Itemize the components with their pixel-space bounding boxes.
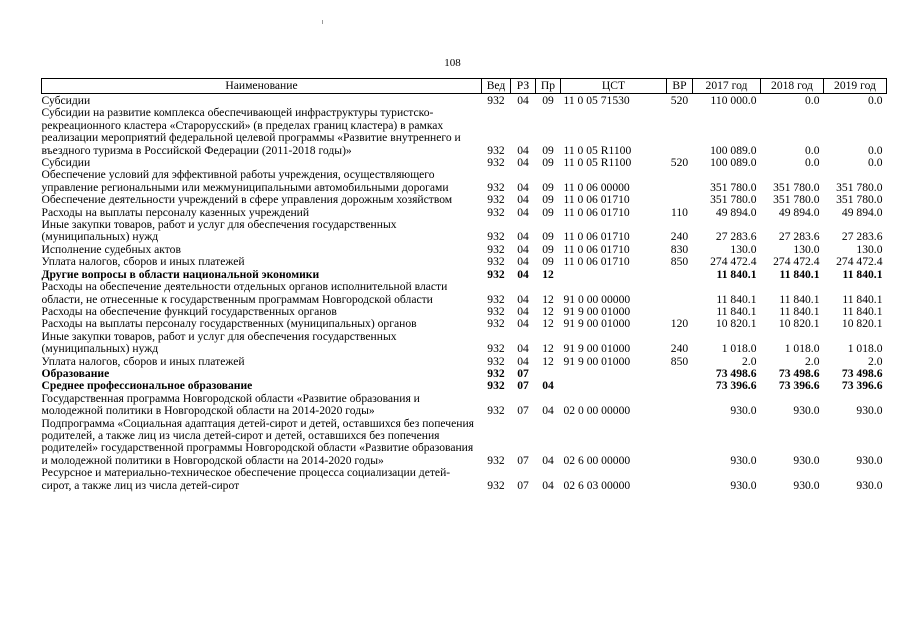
cell-cst: 91 9 00 01000 <box>563 304 631 318</box>
col-header-name: Наименование <box>42 79 482 94</box>
col-header-rz: РЗ <box>511 79 536 94</box>
cell-2017: 11 840.1 <box>716 267 757 281</box>
table-row <box>42 107 887 157</box>
table-row <box>42 256 887 268</box>
cell-2017: 2.0 <box>742 354 757 368</box>
cell-vr: 830 <box>670 242 689 256</box>
cell-rz: 07 <box>517 379 529 393</box>
cell-rz: 04 <box>517 317 529 331</box>
cell-cst <box>561 368 667 380</box>
cell-cst <box>561 269 667 281</box>
cell-vr <box>667 467 693 492</box>
cell-2019: 930.0 <box>856 478 883 492</box>
cell-vr: 110 <box>671 205 688 219</box>
cell-pr: 09 <box>542 193 554 207</box>
col-header-2019: 2019 год <box>824 79 887 94</box>
cell-cst: 02 6 00 00000 <box>563 453 631 467</box>
cell-2017: 930.0 <box>730 453 757 467</box>
cell-2017: 100 089.0 <box>710 156 757 170</box>
cell-rz: 04 <box>517 143 529 157</box>
cell-pr: 09 <box>542 205 554 219</box>
cell-cst <box>561 380 667 392</box>
cell-2017: 930.0 <box>730 478 757 492</box>
col-header-ved: Вед <box>482 79 511 94</box>
cell-rz: 04 <box>517 342 529 356</box>
page-number: 108 <box>444 57 461 69</box>
cell-2019: 73 396.6 <box>841 379 883 393</box>
cell-cst: 91 9 00 01000 <box>563 354 631 368</box>
cell-name: Исполнение судебных актов <box>41 242 181 256</box>
table-row <box>42 331 887 356</box>
cell-vr <box>667 107 693 157</box>
cell-rz: 07 <box>517 366 529 380</box>
cell-pr: 09 <box>542 94 554 107</box>
cell-pr: 04 <box>542 453 554 467</box>
cell-pr: 09 <box>542 180 554 194</box>
table-row <box>42 281 887 306</box>
cell-ved: 932 <box>487 304 505 318</box>
cell-ved: 932 <box>487 94 505 107</box>
cell-ved: 932 <box>487 404 505 418</box>
cell-2018: 930.0 <box>793 453 820 467</box>
cell-2019: 27 283.6 <box>841 230 883 244</box>
cell-cst: 91 0 00 00000 <box>563 292 631 306</box>
cell-vr: 240 <box>670 342 689 356</box>
cell-rz: 04 <box>517 193 529 207</box>
cell-pr: 12 <box>542 354 554 368</box>
cell-2018: 49 894.0 <box>778 205 820 219</box>
cell-vr <box>667 194 693 206</box>
cell-2019: 10 820.1 <box>841 317 883 331</box>
col-header-vr: ВР <box>667 79 693 94</box>
table-row <box>42 219 887 244</box>
cell-2019: 11 840.1 <box>842 292 883 306</box>
table-row <box>42 380 887 392</box>
cell-name: Расходы на выплаты персоналу казенных учреждений <box>41 205 310 219</box>
table-row <box>42 467 887 492</box>
col-header-pr: Пр <box>536 79 561 94</box>
cell-2018: 351 780.0 <box>773 180 820 194</box>
cell-rz: 04 <box>517 304 529 318</box>
cell-ved: 932 <box>487 193 505 207</box>
cell-2017: 11 840.1 <box>716 304 757 318</box>
cell-name: Уплата налогов, сборов и иных платежей <box>41 354 245 368</box>
cell-pr: 12 <box>542 304 554 318</box>
cell-2018: 73 396.6 <box>778 379 820 393</box>
cell-cst: 11 0 06 00000 <box>563 180 630 194</box>
cell-rz: 04 <box>517 230 529 244</box>
cell-cst: 11 0 05 R1100 <box>563 143 632 157</box>
cell-name: Подпрограмма «Социальная адаптация детей-сирот и детей, оставшихся без попечения родителей, а также лиц из числа детей-сирот и детей, оставшихся без попечения родителей» государственной программы Новгородской области «Развитие образования и молодежной политики в Новгородской области на 2014-2020 годы» <box>41 416 475 467</box>
cell-ved: 932 <box>487 354 505 368</box>
cell-2017: 49 894.0 <box>715 205 757 219</box>
cell-2019: 1 018.0 <box>847 342 883 356</box>
cell-ved: 932 <box>487 255 505 269</box>
cell-2017: 11 840.1 <box>716 292 757 306</box>
cell-2018: 27 283.6 <box>778 230 820 244</box>
cell-pr: 12 <box>542 317 554 331</box>
cell-2019: 11 840.1 <box>842 304 883 318</box>
cell-2018: 11 840.1 <box>779 304 820 318</box>
cell-rz: 04 <box>517 205 529 219</box>
cell-rz: 04 <box>517 255 529 269</box>
cell-name: Обеспечение условий для эффективной работы учреждения, осуществляющего управление региональными или межмуниципальными автомобильными дорогами <box>41 168 449 194</box>
cell-vr: 520 <box>670 94 689 107</box>
cell-name: Другие вопросы в области национальной экономики <box>41 267 320 281</box>
cell-2018: 130.0 <box>793 242 820 256</box>
table-body <box>42 94 887 493</box>
table-row <box>42 356 887 368</box>
cell-cst: 02 6 03 00000 <box>563 478 631 492</box>
cell-vr <box>667 169 693 194</box>
cell-rz: 04 <box>517 180 529 194</box>
cell-pr: 12 <box>542 267 554 281</box>
cell-ved: 932 <box>487 317 505 331</box>
cell-2017: 930.0 <box>730 404 757 418</box>
cell-2019: 274 472.4 <box>836 255 883 269</box>
cell-2018: 0.0 <box>805 156 820 170</box>
cell-2018: 10 820.1 <box>778 317 820 331</box>
cell-2018: 11 840.1 <box>779 292 820 306</box>
cell-rz: 07 <box>517 404 529 418</box>
cell-pr: 09 <box>542 230 554 244</box>
cell-cst: 11 0 06 01710 <box>563 193 630 207</box>
cell-cst: 91 9 00 01000 <box>563 342 631 356</box>
cell-vr <box>667 393 693 418</box>
cell-2018: 1 018.0 <box>784 342 820 356</box>
cell-2018: 73 498.6 <box>778 366 820 380</box>
table-row <box>42 94 887 108</box>
cell-vr: 850 <box>670 354 689 368</box>
cell-ved: 932 <box>487 379 505 393</box>
scan-mark <box>322 20 323 24</box>
cell-2019: 0.0 <box>868 156 883 170</box>
table-row <box>42 194 887 206</box>
cell-pr: 09 <box>542 156 554 170</box>
cell-2017: 110 000.0 <box>710 94 757 107</box>
cell-2017: 351 780.0 <box>710 193 757 207</box>
cell-rz: 04 <box>517 242 529 256</box>
cell-2017: 10 820.1 <box>715 317 757 331</box>
table-row <box>42 169 887 194</box>
cell-pr: 12 <box>542 342 554 356</box>
cell-cst: 91 9 00 01000 <box>563 317 631 331</box>
cell-rz: 04 <box>517 156 529 170</box>
cell-2019: 130.0 <box>856 242 883 256</box>
cell-2019: 49 894.0 <box>841 205 883 219</box>
cell-ved: 932 <box>487 478 505 492</box>
cell-pr: 04 <box>542 379 554 393</box>
cell-name: Иные закупки товаров, работ и услуг для обеспечения государственных (муниципальных) нужд <box>41 218 397 244</box>
table-header-row <box>42 79 887 94</box>
cell-2017: 274 472.4 <box>710 255 757 269</box>
cell-2019: 930.0 <box>856 453 883 467</box>
cell-pr: 09 <box>542 143 554 157</box>
table-row <box>42 393 887 418</box>
budget-table <box>41 78 887 492</box>
cell-ved: 932 <box>487 143 505 157</box>
cell-ved: 932 <box>487 292 505 306</box>
cell-name: Образование <box>41 366 110 380</box>
cell-2019: 2.0 <box>868 354 883 368</box>
cell-ved: 932 <box>487 180 505 194</box>
cell-rz: 07 <box>517 478 529 492</box>
cell-2019: 11 840.1 <box>842 267 883 281</box>
cell-cst: 11 0 06 01710 <box>563 242 630 256</box>
cell-ved: 932 <box>487 267 505 281</box>
cell-2019: 0.0 <box>868 143 883 157</box>
col-header-cst: ЦСТ <box>561 79 667 94</box>
cell-2018: 11 840.1 <box>779 267 820 281</box>
cell-2018: 930.0 <box>793 404 820 418</box>
cell-name: Уплата налогов, сборов и иных платежей <box>41 255 245 269</box>
cell-name: Субсидии на развитие комплекса обеспечивающей инфраструктуры туристско-рекреационного кластера «Старорусский» (в пределах границ кластера) в рамках реализации мероприятий федеральной целевой программы «Развитие внутреннего и въездного туризма в Российской Федерации (2011-2018 годы)» <box>41 106 461 157</box>
cell-pr: 04 <box>542 478 554 492</box>
cell-2018: 351 780.0 <box>773 193 820 207</box>
cell-ved: 932 <box>487 230 505 244</box>
col-header-2018: 2018 год <box>761 79 824 94</box>
cell-rz: 04 <box>517 354 529 368</box>
cell-name: Расходы на обеспечение деятельности отдельных органов исполнительной власти области, не отнесенные к государственным программам Новгородской области <box>41 280 448 306</box>
cell-name: Субсидии <box>41 94 91 107</box>
cell-pr: 12 <box>542 292 554 306</box>
cell-2017: 73 396.6 <box>715 379 757 393</box>
cell-vr <box>667 269 693 281</box>
cell-rz: 07 <box>517 453 529 467</box>
cell-cst: 11 0 06 01710 <box>563 205 630 219</box>
cell-vr: 120 <box>670 317 689 331</box>
cell-2017: 27 283.6 <box>715 230 757 244</box>
cell-ved: 932 <box>487 342 505 356</box>
cell-name: Расходы на выплаты персоналу государственных (муниципальных) органов <box>41 317 417 331</box>
cell-ved: 932 <box>487 156 505 170</box>
cell-2019: 930.0 <box>856 404 883 418</box>
cell-2017: 73 498.6 <box>715 366 757 380</box>
cell-cst: 11 0 05 71530 <box>563 94 630 107</box>
cell-vr <box>667 418 693 468</box>
cell-2017: 100 089.0 <box>710 143 757 157</box>
cell-rz: 04 <box>517 267 529 281</box>
cell-cst: 11 0 05 R1100 <box>563 156 632 170</box>
cell-vr: 850 <box>670 255 689 269</box>
cell-ved: 932 <box>487 242 505 256</box>
cell-cst: 11 0 06 01710 <box>563 255 630 269</box>
cell-name: Ресурсное и материально-техническое обеспечение процесса социализации детей-сирот, а также лиц из числа детей-сирот <box>41 466 451 492</box>
cell-ved: 932 <box>487 453 505 467</box>
cell-2019: 0.0 <box>868 94 883 107</box>
cell-ved: 932 <box>487 205 505 219</box>
cell-2017: 130.0 <box>730 242 757 256</box>
cell-2019: 73 498.6 <box>841 366 883 380</box>
cell-2017: 1 018.0 <box>721 342 757 356</box>
cell-name: Государственная программа Новгородской области «Развитие образования и молодежной политики в Новгородской области на 2014-2020 годы» <box>41 391 420 418</box>
cell-ved: 932 <box>487 366 505 380</box>
cell-cst: 11 0 06 01710 <box>563 230 630 244</box>
cell-2019: 351 780.0 <box>836 193 883 207</box>
cell-2018: 930.0 <box>793 478 820 492</box>
cell-2018: 2.0 <box>805 354 820 368</box>
cell-2018: 0.0 <box>805 143 820 157</box>
cell-cst: 02 0 00 00000 <box>563 404 631 418</box>
cell-rz: 04 <box>517 292 529 306</box>
cell-pr: 04 <box>542 404 554 418</box>
cell-name: Расходы на обеспечение функций государственных органов <box>41 304 337 318</box>
cell-2019: 351 780.0 <box>836 180 883 194</box>
cell-2018: 0.0 <box>805 94 820 107</box>
cell-rz: 04 <box>517 94 529 107</box>
cell-vr <box>667 380 693 392</box>
cell-name: Субсидии <box>41 156 91 170</box>
cell-2018: 274 472.4 <box>773 255 820 269</box>
col-header-2017: 2017 год <box>693 79 761 94</box>
table-row <box>42 318 887 330</box>
cell-2017: 351 780.0 <box>710 180 757 194</box>
table-row <box>42 418 887 468</box>
cell-vr: 240 <box>670 230 689 244</box>
cell-vr <box>667 281 693 306</box>
cell-name: Иные закупки товаров, работ и услуг для обеспечения государственных (муниципальных) нужд <box>41 329 397 356</box>
cell-name: Среднее профессиональное образование <box>41 379 253 393</box>
cell-vr <box>667 368 693 380</box>
cell-pr: 09 <box>542 255 554 269</box>
cell-name: Обеспечение деятельности учреждений в сфере управления дорожным хозяйством <box>41 193 453 207</box>
cell-vr: 520 <box>670 156 689 170</box>
cell-pr: 09 <box>542 242 554 256</box>
